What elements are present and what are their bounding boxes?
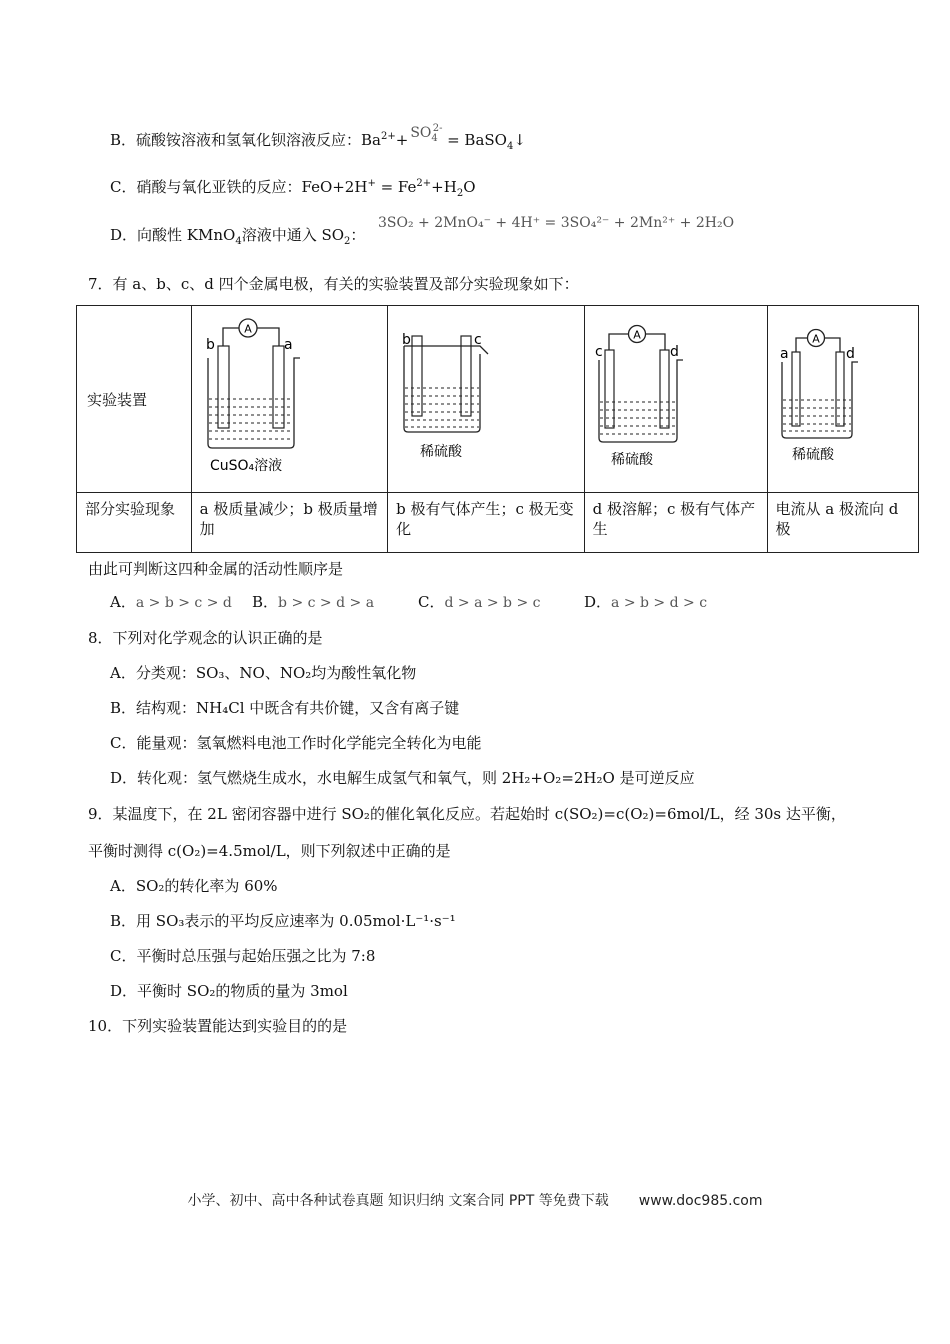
electrode-d3-label: d <box>669 344 679 360</box>
apparatus-1-diagram <box>192 306 392 492</box>
q6-b-plus: + <box>395 131 409 149</box>
q6-c-text: C．硝酸与氧化亚铁的反应：FeO+2H <box>110 178 368 196</box>
q6-b-so4-charge: 2- <box>432 123 443 135</box>
q6-b-ba-charge: 2+ <box>381 131 396 142</box>
q8-stem: 8．下列对化学观念的认识正确的是 <box>88 629 323 647</box>
q7-option-c-label: C． <box>418 593 445 611</box>
q7-apparatus-4 <box>767 306 918 493</box>
q6-option-d <box>110 225 365 245</box>
q6-option-b <box>110 123 526 152</box>
solution-3-label: 稀硫酸 <box>610 452 653 468</box>
q7-option-d-value: a > b > d > c <box>611 595 708 611</box>
q6-c-tail: O <box>463 178 476 196</box>
q6-b-ba: Ba <box>361 131 381 149</box>
q8-option-c: C．能量观：氢氧燃料电池工作时化学能完全转化为电能 <box>110 734 482 752</box>
electrode-b-label: b <box>205 337 215 353</box>
q7-conclusion: 由此可判断这四种金属的活动性顺序是 <box>88 560 344 578</box>
q6-c-sup1: + <box>367 178 376 189</box>
q6-b-rest: = BaSO <box>442 131 507 149</box>
q9-option-c: C．平衡时总压强与起始压强之比为 7:8 <box>110 947 376 965</box>
q7-option-c <box>418 592 541 613</box>
q7-option-b <box>252 592 374 613</box>
q9-option-d: D．平衡时 SO₂的物质的量为 3mol <box>110 982 348 1000</box>
q9-option-a: A．SO₂的转化率为 60% <box>110 877 278 895</box>
q7-observation-1: a 极质量减少；b 极质量增加 <box>191 493 388 553</box>
q7-apparatus-1 <box>191 306 388 493</box>
q7-stem: 7．有 a、b、c、d 四个金属电极，有关的实验装置及部分实验现象如下： <box>88 275 579 293</box>
q6-b-rest-sub: 4 <box>506 141 514 152</box>
solution-1-label: CuSO₄溶液 <box>209 458 282 474</box>
q7-option-b-label: B． <box>252 593 279 611</box>
q7-option-d-label: D． <box>584 593 612 611</box>
q6-b-text: B．硫酸铵溶液和氢氧化钡溶液反应： <box>110 131 362 149</box>
footer-text: 小学、初中、高中各种试卷真题 知识归纳 文案合同 PPT 等免费下载 <box>187 1193 609 1209</box>
q7-observation-row <box>77 493 919 553</box>
q6-c-end: +H <box>431 178 457 196</box>
q8-option-d: D．转化观：氢气燃烧生成水，水电解生成氢气和氧气，则 2H₂+O₂=2H₂O 是可逆反应 <box>110 769 695 787</box>
q7-option-a-label: A． <box>110 593 136 611</box>
q7-row-label-apparatus: 实验装置 <box>77 306 192 493</box>
solution-4-label: 稀硫酸 <box>791 447 834 463</box>
q7-option-a <box>110 592 232 613</box>
q7-observation-4: 电流从 a 极流向 d 极 <box>767 493 918 553</box>
q7-apparatus-3 <box>584 306 767 493</box>
q9-option-b: B．用 SO₃表示的平均反应速率为 0.05mol·L⁻¹·s⁻¹ <box>110 912 456 930</box>
q7-apparatus-2 <box>388 306 585 493</box>
q6-d-colon: ： <box>350 226 366 244</box>
electrode-c2-label: c <box>474 332 482 348</box>
q7-option-b-value: b > c > d > a <box>278 595 375 611</box>
q6-d-mid: 溶液中通入 SO <box>241 226 345 244</box>
q8-option-a: A．分类观：SO₃、NO、NO₂均为酸性氧化物 <box>110 664 417 682</box>
footer-site-link[interactable]: www.doc985.com <box>638 1193 763 1209</box>
q7-option-a-value: a > b > c > d <box>135 595 232 611</box>
electrode-d4-label: d <box>845 346 855 362</box>
q10-stem: 10．下列实验装置能达到实验目的的是 <box>88 1017 348 1035</box>
q6-d-sub: 4 <box>235 236 242 247</box>
q6-c-sup2: 2+ <box>416 178 432 189</box>
q7-experiment-table <box>76 305 919 553</box>
q6-d-sub2: 2 <box>344 236 351 247</box>
apparatus-3-diagram <box>585 306 771 492</box>
solution-2-label: 稀硫酸 <box>420 444 463 460</box>
q7-observation-3: d 极溶解；c 极有气体产生 <box>584 493 767 553</box>
q7-option-d <box>584 592 707 613</box>
q6-option-c <box>110 177 476 197</box>
q7-observation-2: b 极有气体产生；c 极无变化 <box>388 493 585 553</box>
q6-b-arrow: ↓ <box>513 131 526 149</box>
apparatus-2-diagram <box>388 306 588 492</box>
q6-b-so4-sub: 4 <box>431 132 438 144</box>
page-footer <box>0 1190 950 1210</box>
q9-stem-line1: 9．某温度下，在 2L 密闭容器中进行 SO₂的催化氧化反应。若起始时 c(SO₂)=c(O₂)=6mol/L，经 30s 达平衡， <box>88 805 846 823</box>
q7-option-c-value: d > a > b > c <box>444 595 541 611</box>
q6-d-equation: 3SO₂ + 2MnO₄⁻ + 4H⁺ = 3SO₄²⁻ + 2Mn²⁺ + 2H₂O <box>378 215 735 231</box>
q6-c-mid: = Fe <box>375 178 417 196</box>
q8-option-b: B．结构观：NH₄Cl 中既含有共价键，又含有离子键 <box>110 699 460 717</box>
ammeter-3-label: A <box>632 328 641 342</box>
q9-stem-line2: 平衡时测得 c(O₂)=4.5mol/L，则下列叙述中正确的是 <box>88 842 451 860</box>
q7-row-label-observation: 部分实验现象 <box>77 493 192 553</box>
q7-apparatus-row <box>77 306 919 493</box>
electrode-a4-label: a <box>779 346 789 362</box>
electrode-c3-label: c <box>594 344 603 360</box>
ammeter-4-label: A <box>811 332 820 346</box>
q6-b-so4-formula: SO <box>410 125 432 141</box>
apparatus-4-diagram <box>768 306 922 492</box>
electrode-b2-label: b <box>402 332 412 348</box>
electrode-a-label: a <box>283 337 293 353</box>
q6-c-sub: 2 <box>456 188 464 199</box>
q6-d-prefix: D．向酸性 KMnO <box>110 226 236 244</box>
ammeter-1-label: A <box>243 322 252 336</box>
